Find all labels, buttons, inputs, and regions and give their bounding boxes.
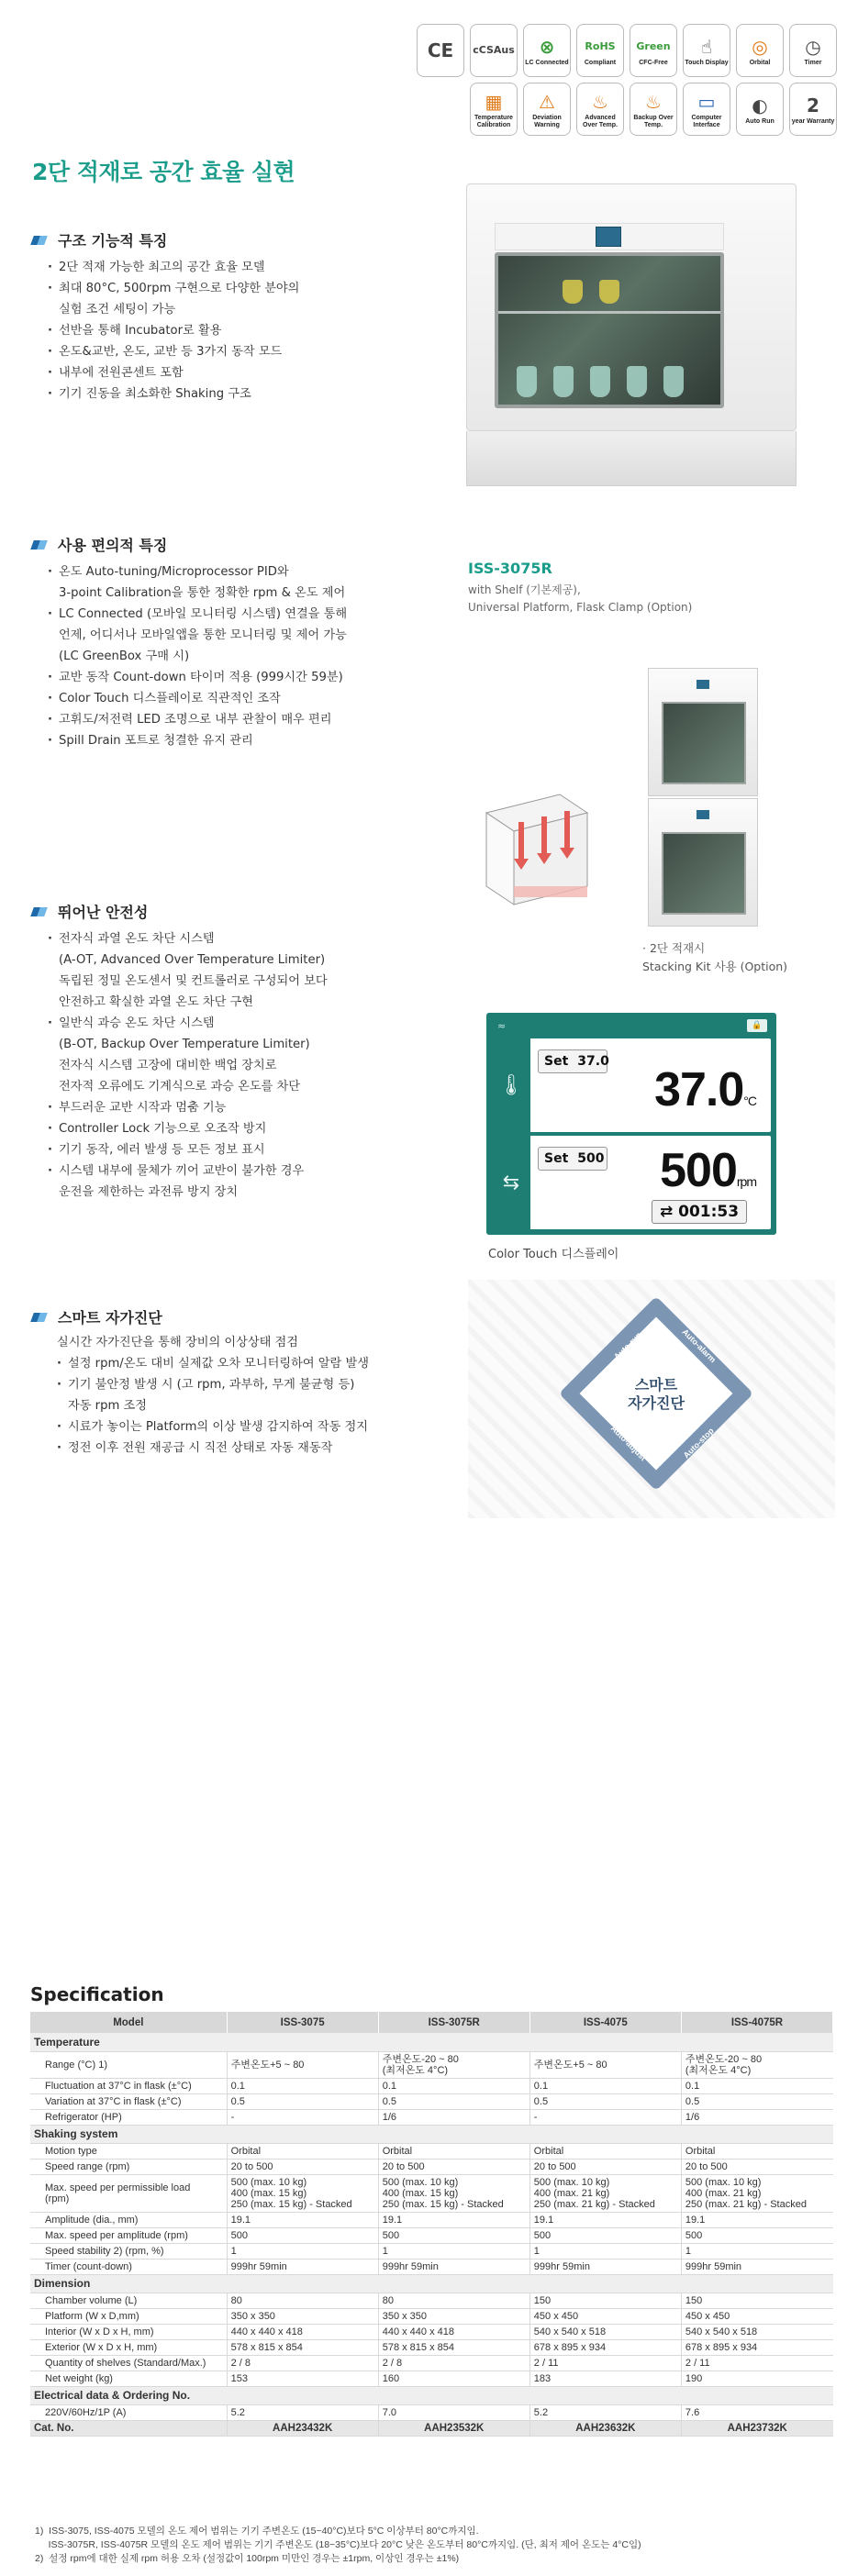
cfc-free-icon-glyph: Green [636, 40, 671, 52]
speed-value: 500 [660, 1144, 737, 1197]
csa-mark-icon-glyph: cCSAus [473, 44, 515, 56]
list-item: · 부드러운 교반 시작과 멈춤 기능 [48, 1097, 328, 1118]
group-label: Dimension [30, 2274, 833, 2293]
speed-unit: rpm [736, 1174, 756, 1189]
thermometer-icon: 🌡 [492, 1038, 530, 1132]
table-cell: 주변온도+5 ~ 80 [529, 2051, 681, 2078]
table-cell: 500 (max. 10 kg) 400 (max. 15 kg) 250 (max. 15 kg) - Stacked [227, 2174, 378, 2212]
table-cell: 500 (max. 10 kg) 400 (max. 21 kg) 250 (max. 21 kg) - Stacked [529, 2174, 681, 2212]
list-item: · 교반 동작 Count-down 타이머 적용 (999시간 59분) [48, 667, 347, 688]
table-group-row [30, 2274, 833, 2293]
table-cell: 0.5 [227, 2093, 378, 2109]
flask [627, 366, 647, 397]
table-cell: 20 to 500 [378, 2159, 529, 2174]
section-title: 뛰어난 안전성 [58, 904, 149, 921]
touch-display-icon [683, 24, 730, 77]
shelf [498, 311, 720, 314]
temperature-value: 37.0 [654, 1063, 744, 1116]
table-row [30, 2212, 833, 2227]
usability-feature-list [48, 561, 347, 751]
list-item: · 정전 이후 전원 재공급 시 직전 상태로 자동 재동작 [57, 1438, 369, 1459]
temperature-set-button[interactable] [538, 1049, 607, 1073]
table-row [30, 2324, 833, 2339]
lock-icon[interactable]: 🔒 [747, 1019, 767, 1032]
incubator-product-image [466, 183, 797, 491]
list-item: · 고휘도/저전력 LED 조명으로 내부 관찰이 매우 편리 [48, 709, 347, 730]
touch-display-icon-glyph: ☝ [700, 36, 713, 58]
temperature-calibration-icon [470, 83, 518, 136]
table-row [30, 2109, 833, 2125]
badge-label: Timer [804, 60, 822, 66]
column-header-iss-4075r: ISS-4075R [681, 2012, 832, 2033]
display-topbar [492, 1018, 771, 1035]
table-row [30, 2243, 833, 2259]
chamber-window [495, 252, 724, 408]
specification-table [30, 2012, 833, 2437]
section-title: 구조 기능적 특징 [58, 232, 168, 250]
stacked-incubator-image [648, 668, 758, 927]
table-group-row [30, 2386, 833, 2404]
table-cell: Orbital [529, 2143, 681, 2159]
specification-notes [35, 2525, 833, 2566]
flask [563, 280, 583, 304]
table-cell: 1 [529, 2243, 681, 2259]
badge-label: LC Connected [525, 60, 569, 66]
table-row [30, 2308, 833, 2324]
table-cell: 7.6 [681, 2404, 832, 2420]
list-item: · Spill Drain 포트로 청결한 유지 관리 [48, 730, 347, 751]
backup-over-temp-icon [630, 83, 677, 136]
temperature-current [654, 1062, 756, 1117]
row-label: Max. speed per permissible load (rpm) [30, 2174, 227, 2212]
table-cell: 578 x 815 x 854 [227, 2339, 378, 2355]
incubator-base [466, 431, 797, 486]
table-group-row [30, 2033, 833, 2051]
set-label: Set [544, 1151, 569, 1166]
deviation-warning-icon [523, 83, 571, 136]
cfc-free-icon [630, 24, 677, 77]
catalog-number: AAH23432K [227, 2420, 378, 2436]
list-item: · 온도&교반, 온도, 교반 등 3가지 동작 모드 [48, 341, 299, 362]
table-cell: 0.5 [681, 2093, 832, 2109]
list-item: · Color Touch 디스플레이로 직관적인 조작 [48, 688, 347, 709]
table-cell: 20 to 500 [529, 2159, 681, 2174]
list-item: · 2단 적재 가능한 최고의 공간 효율 모델 [48, 257, 299, 278]
ring-label-auto-run: Auto-run [612, 1330, 643, 1361]
table-row [30, 2259, 833, 2274]
wifi-icon: ≈ [497, 1020, 507, 1032]
list-item: · 설정 rpm/온도 대비 실제값 오차 모니터링하여 알람 발생 [57, 1353, 369, 1374]
table-cell: 500 [227, 2227, 378, 2243]
timer-value: 001:53 [678, 1203, 740, 1221]
list-item: · 시스템 내부에 물체가 끼어 교반이 불가한 경우 운전을 제한하는 과전류 방지 장치 [48, 1160, 328, 1203]
flask [517, 366, 537, 397]
badge-label: Compliant [584, 60, 617, 66]
table-row [30, 2293, 833, 2308]
table-row [30, 2339, 833, 2355]
catalog-number: AAH23532K [378, 2420, 529, 2436]
row-label: Exterior (W x D x H, mm) [30, 2339, 227, 2355]
table-cell: 20 to 500 [681, 2159, 832, 2174]
badge-row-top [360, 24, 837, 77]
column-header-iss-3075r: ISS-3075R [378, 2012, 529, 2033]
table-cell: 0.1 [227, 2078, 378, 2093]
table-cell: 160 [378, 2371, 529, 2386]
list-item: · 최대 80°C, 500rpm 구현으로 다양한 분야의 실험 조건 세팅이 가능 [48, 278, 299, 320]
advanced-over-temp-icon [576, 83, 624, 136]
table-group-row [30, 2125, 833, 2143]
table-row [30, 2143, 833, 2159]
badge-row-bottom [360, 83, 837, 136]
stacked-unit-bottom [648, 798, 758, 927]
table-cell: 1 [227, 2243, 378, 2259]
footnote: ISS-3075R, ISS-4075R 모델의 온도 제어 범위는 기기 주변온도 (18~35°C)보다 20°C 낮은 온도부터 80°C까지임. (단, 최저 제어 온도는 4°C임) [35, 2539, 641, 2550]
table-cell: 1/6 [378, 2109, 529, 2125]
row-label: Variation at 37°C in flask (±°C) [30, 2093, 227, 2109]
speed-current [660, 1143, 756, 1198]
display-caption: Color Touch 디스플레이 [488, 1248, 619, 1261]
row-label: Platform (W x D,mm) [30, 2308, 227, 2324]
certification-badges [360, 24, 837, 141]
table-cell: 19.1 [529, 2212, 681, 2227]
section-marker-icon [32, 1311, 49, 1324]
speed-panel [492, 1136, 771, 1229]
table-cell: 0.5 [529, 2093, 681, 2109]
row-label: Cat. No. [30, 2420, 227, 2436]
auto-run-icon-glyph: ◐ [752, 94, 768, 117]
table-cell: 0.1 [378, 2078, 529, 2093]
table-cell: Orbital [378, 2143, 529, 2159]
table-row [30, 2404, 833, 2420]
section-title: 사용 편의적 특징 [58, 537, 168, 554]
ring-label-auto-adjust: Auto-adjust [608, 1423, 649, 1463]
table-row [30, 2093, 833, 2109]
row-label: Range (°C) 1) [30, 2051, 227, 2078]
safety-feature-list [48, 928, 328, 1203]
flask [599, 280, 619, 304]
list-item: · LC Connected (모바일 모니터링 시스템) 연결을 통해 언제, 어디서나 모바일앱을 통한 모니터링 및 제어 가능 (LC GreenBox 구매 시) [48, 604, 347, 667]
table-row [30, 2371, 833, 2386]
lc-connected-icon [523, 24, 571, 77]
csa-mark-icon [470, 24, 518, 77]
column-header-model: Model [30, 2012, 227, 2033]
table-cell: 19.1 [227, 2212, 378, 2227]
table-cell: 500 (max. 10 kg) 400 (max. 21 kg) 250 (max. 21 kg) - Stacked [681, 2174, 832, 2212]
table-cell: 주변온도-20 ~ 80 (최저온도 4°C) [681, 2051, 832, 2078]
section-marker-icon [32, 539, 49, 551]
table-cell: 999hr 59min [227, 2259, 378, 2274]
table-cell: 주변온도-20 ~ 80 (최저온도 4°C) [378, 2051, 529, 2078]
badge-label: Backup Over Temp. [633, 115, 674, 128]
group-label: Electrical data & Ordering No. [30, 2386, 833, 2404]
flask [590, 366, 610, 397]
list-item: · 온도 Auto-tuning/Microprocessor PID와 3-point Calibration을 통한 정확한 rpm & 온도 제어 [48, 561, 347, 604]
backup-over-temp-icon-glyph: ♨ [645, 91, 662, 113]
badge-label: CFC-Free [639, 60, 668, 66]
ce-mark-icon [417, 24, 464, 77]
section-title: 스마트 자가진단 [58, 1309, 162, 1327]
table-cell: 999hr 59min [378, 2259, 529, 2274]
row-label: Refrigerator (HP) [30, 2109, 227, 2125]
table-cell: 500 [529, 2227, 681, 2243]
temperature-panel [492, 1038, 771, 1132]
table-cell: - [227, 2109, 378, 2125]
row-label: Speed stability 2) (rpm, %) [30, 2243, 227, 2259]
table-cell: 350 x 350 [378, 2308, 529, 2324]
product-model-name: ISS-3075R [468, 560, 552, 577]
table-cell: 2 / 8 [378, 2355, 529, 2371]
badge-label: Advanced Over Temp. [583, 115, 618, 128]
smart-intro: 실시간 자가진단을 통해 장비의 이상상태 점검 [57, 1336, 299, 1349]
stacking-caption: · 2단 적재시 Stacking Kit 사용 (Option) [642, 941, 788, 973]
section-smart-heading [32, 1306, 162, 1327]
shaking-icon: ⇆ [492, 1136, 530, 1229]
table-cell: 678 x 895 x 934 [681, 2339, 832, 2355]
badge-label: Orbital [749, 60, 771, 66]
table-row [30, 2051, 833, 2078]
row-label: Interior (W x D x H, mm) [30, 2324, 227, 2339]
speed-set-value: 500 [577, 1151, 605, 1166]
ce-mark-icon-glyph: CE [427, 39, 454, 61]
row-label: Max. speed per amplitude (rpm) [30, 2227, 227, 2243]
table-cell: 500 [681, 2227, 832, 2243]
column-header-iss-3075: ISS-3075 [227, 2012, 378, 2033]
table-cell: 678 x 895 x 934 [529, 2339, 681, 2355]
table-cell: 440 x 440 x 418 [227, 2324, 378, 2339]
table-cell: 450 x 450 [681, 2308, 832, 2324]
display-screen [596, 227, 621, 247]
structure-feature-list [48, 257, 299, 405]
table-cell: 350 x 350 [227, 2308, 378, 2324]
row-label: 220V/60Hz/1P (A) [30, 2404, 227, 2420]
badge-label: Touch Display [685, 60, 729, 66]
section-usability-heading [32, 534, 167, 555]
table-cell: 0.1 [529, 2078, 681, 2093]
row-label: Chamber volume (L) [30, 2293, 227, 2308]
computer-interface-icon [683, 83, 730, 136]
table-cell: 5.2 [227, 2404, 378, 2420]
list-item: · 기기 동작, 에러 발생 등 모든 정보 표시 [48, 1139, 328, 1160]
rohs-icon-glyph: RoHS [585, 40, 616, 52]
heat-insulation-illustration [468, 785, 596, 914]
ring-label-auto-alarm: Auto-alarm [680, 1327, 719, 1365]
warranty-icon-glyph: 2 [807, 94, 819, 117]
temperature-unit: °C [743, 1094, 756, 1108]
row-label: Motion type [30, 2143, 227, 2159]
table-cell: 540 x 540 x 518 [681, 2324, 832, 2339]
table-cell: 주변온도+5 ~ 80 [227, 2051, 378, 2078]
table-cell: 450 x 450 [529, 2308, 681, 2324]
footnote: 1) ISS-3075, ISS-4075 모델의 온도 제어 범위는 기기 주변온도 (15~40°C)보다 5°C 이상부터 80°C까지임. [35, 2526, 479, 2537]
rohs-icon [576, 24, 624, 77]
section-structure-heading [32, 229, 167, 250]
table-cell: 1/6 [681, 2109, 832, 2125]
row-label: Amplitude (dia., mm) [30, 2212, 227, 2227]
lc-connected-icon-glyph: ⊗ [539, 36, 555, 58]
badge-label: Deviation Warning [532, 115, 562, 128]
table-cell: 153 [227, 2371, 378, 2386]
row-label: Fluctuation at 37°C in flask (±°C) [30, 2078, 227, 2093]
computer-interface-icon-glyph: ▭ [697, 91, 716, 113]
list-item: · 선반을 통해 Incubator로 활용 [48, 320, 299, 341]
table-row [30, 2174, 833, 2212]
column-header-iss-4075: ISS-4075 [529, 2012, 681, 2033]
auto-run-icon [736, 83, 784, 136]
table-cell: 150 [529, 2293, 681, 2308]
group-label: Temperature [30, 2033, 833, 2051]
catalog-number-row [30, 2420, 833, 2436]
list-item: · 전자식 과열 온도 차단 시스템 (A-OT, Advanced Over Temperature Limiter) 독립된 정밀 온도센서 및 컨트롤러로 구성되어 보다 안전하고 확실한 과열 온도 차단 구현 [48, 928, 328, 1013]
badge-label: Computer Interface [691, 115, 722, 128]
warranty-icon [789, 83, 837, 136]
page-title: 2단 적재로 공간 효율 실현 [32, 159, 295, 185]
list-item: · Controller Lock 기능으로 오조작 방지 [48, 1118, 328, 1139]
list-item: · 기기 불안정 발생 시 (고 rpm, 과부하, 무게 불균형 등) 자동 rpm 조정 [57, 1374, 369, 1416]
incubator-body [466, 183, 797, 431]
table-row [30, 2355, 833, 2371]
orbital-icon-glyph: ◎ [752, 36, 768, 58]
table-cell: 2 / 8 [227, 2355, 378, 2371]
table-header-row [30, 2012, 833, 2033]
table-cell: 500 [378, 2227, 529, 2243]
table-cell: 1 [681, 2243, 832, 2259]
table-cell: 999hr 59min [681, 2259, 832, 2274]
specification-title: Specification [30, 1983, 164, 2005]
row-label: Net weight (kg) [30, 2371, 227, 2386]
table-row [30, 2227, 833, 2243]
table-cell: 19.1 [681, 2212, 832, 2227]
footnote: 2) 설정 rpm에 대한 실제 rpm 허용 오차 (설정값이 100rpm 미만인 경우는 ±1rpm, 이상인 경우는 ±1%) [35, 2553, 460, 2564]
group-label: Shaking system [30, 2125, 833, 2143]
list-item: · 기기 진동을 최소화한 Shaking 구조 [48, 383, 299, 405]
flask [553, 366, 574, 397]
table-cell: 183 [529, 2371, 681, 2386]
list-item: · 시료가 놓이는 Platform의 이상 발생 감지하여 작동 정지 [57, 1416, 369, 1438]
table-cell: 2 / 11 [529, 2355, 681, 2371]
badge-label: Temperature Calibration [474, 115, 513, 128]
row-label: Quantity of shelves (Standard/Max.) [30, 2355, 227, 2371]
flask [663, 366, 684, 397]
table-cell: 19.1 [378, 2212, 529, 2227]
table-cell: 2 / 11 [681, 2355, 832, 2371]
advanced-over-temp-icon-glyph: ♨ [592, 91, 608, 113]
stacked-unit-top [648, 668, 758, 796]
timer-button[interactable]: ⇄ 001:53 [652, 1200, 747, 1224]
color-touch-display [486, 1013, 776, 1235]
table-cell: 20 to 500 [227, 2159, 378, 2174]
timer-icon [789, 24, 837, 77]
table-cell: Orbital [681, 2143, 832, 2159]
table-cell: 190 [681, 2371, 832, 2386]
list-item: · 일반식 과승 온도 차단 시스템 (B-OT, Backup Over Temperature Limiter) 전자식 시스템 고장에 대비한 백업 장치로 전자적 오류에도 기계식으로 과승 온도를 차단 [48, 1013, 328, 1097]
section-safety-heading [32, 901, 148, 922]
temperature-set-value: 37.0 [577, 1054, 609, 1069]
table-cell: Orbital [227, 2143, 378, 2159]
table-cell: 0.5 [378, 2093, 529, 2109]
table-cell: 500 (max. 10 kg) 400 (max. 15 kg) 250 (max. 15 kg) - Stacked [378, 2174, 529, 2212]
set-label: Set [544, 1054, 569, 1069]
list-item: · 내부에 전원콘센트 포함 [48, 362, 299, 383]
table-row [30, 2159, 833, 2174]
smart-feature-list [57, 1353, 369, 1459]
table-cell: 999hr 59min [529, 2259, 681, 2274]
row-label: Speed range (rpm) [30, 2159, 227, 2174]
table-cell: 540 x 540 x 518 [529, 2324, 681, 2339]
table-cell: 80 [227, 2293, 378, 2308]
badge-label: Auto Run [745, 118, 775, 125]
timer-icon-glyph: ◷ [805, 36, 821, 58]
ring-label-auto-stop: Auto-stop [681, 1426, 716, 1460]
speed-set-button[interactable] [538, 1147, 607, 1171]
table-cell: 578 x 815 x 854 [378, 2339, 529, 2355]
deviation-warning-icon-glyph: ⚠ [539, 91, 555, 113]
section-marker-icon [32, 234, 49, 247]
self-diagnosis-label: 스마트 자가진단 [628, 1376, 685, 1412]
table-cell: 7.0 [378, 2404, 529, 2420]
table-cell: 80 [378, 2293, 529, 2308]
table-cell: 150 [681, 2293, 832, 2308]
table-cell: 0.1 [681, 2078, 832, 2093]
catalog-number: AAH23732K [681, 2420, 832, 2436]
table-cell: 440 x 440 x 418 [378, 2324, 529, 2339]
table-cell: 1 [378, 2243, 529, 2259]
table-cell: - [529, 2109, 681, 2125]
row-label: Timer (count-down) [30, 2259, 227, 2274]
product-model-note: with Shelf (기본제공), Universal Platform, Flask Clamp (Option) [468, 583, 693, 614]
temperature-calibration-icon-glyph: ▦ [485, 91, 503, 113]
table-row [30, 2078, 833, 2093]
orbital-icon [736, 24, 784, 77]
section-marker-icon [32, 905, 49, 918]
badge-label: year Warranty [791, 118, 835, 125]
catalog-number: AAH23632K [529, 2420, 681, 2436]
table-cell: 5.2 [529, 2404, 681, 2420]
